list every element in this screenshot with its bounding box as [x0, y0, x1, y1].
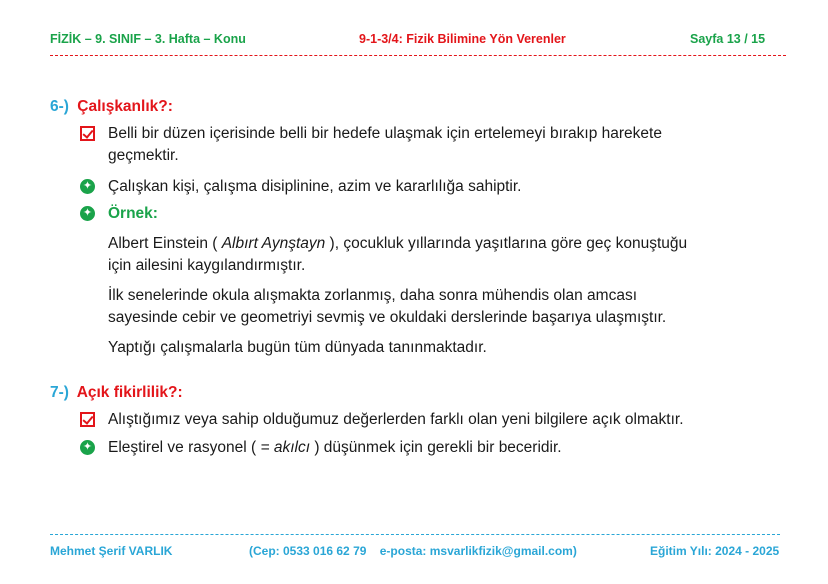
header-topic: 9-1-3/4: Fizik Bilimine Yön Verenler	[359, 32, 566, 46]
item-text: Çalışkan kişi, çalışma disiplinine, azim ve kararlılığa sahiptir.	[108, 178, 522, 195]
section-number: 7-)	[50, 384, 69, 401]
footer-divider	[50, 534, 780, 535]
header-page-number: Sayfa 13 / 15	[690, 32, 766, 46]
header-course: FİZİK – 9. SINIF – 3. Hafta – Konu	[50, 32, 246, 46]
checkbox-icon	[80, 412, 95, 427]
text: Albert Einstein (	[108, 235, 222, 252]
example-label: Örnek:	[108, 205, 158, 222]
star-circle-icon: ✦	[80, 179, 95, 194]
section-6-heading	[50, 98, 173, 116]
section-title: Çalışkanlık?:	[77, 98, 173, 115]
text: ) düşünmek için gerekli bir beceridir.	[310, 439, 562, 456]
example-paragraph-1	[108, 233, 788, 277]
item-text: Alıştığımız veya sahip olduğumuz değerlerden farklı olan yeni bilgilere açık olmaktır.	[108, 411, 684, 428]
item-text-cont: geçmektir.	[108, 147, 179, 164]
checkbox-icon	[80, 126, 95, 141]
text: sayesinde cebir ve geometriyi sevmiş ve okuldaki derslerinde başarıya ulaşmıştır.	[108, 309, 667, 326]
header-divider	[50, 55, 786, 56]
footer-year: Eğitim Yılı: 2024 - 2025	[650, 544, 780, 558]
star-circle-icon: ✦	[80, 206, 95, 221]
text: İlk senelerinde okula alışmakta zorlanmış, daha sonra mühendis olan amcası	[108, 287, 637, 304]
example-paragraph-2	[108, 285, 788, 329]
definition: = akılcı	[260, 439, 311, 456]
section-7-heading	[50, 384, 183, 402]
text: Eleştirel ve rasyonel (	[108, 439, 261, 456]
example-paragraph-3: Yaptığı çalışmalarla bugün tüm dünyada tanınmaktadır.	[108, 339, 487, 356]
star-circle-icon: ✦	[80, 440, 95, 455]
text: için ailesini kaygılandırmıştır.	[108, 257, 306, 274]
pronunciation: Albırt Aynştayn	[221, 235, 326, 252]
section-number: 6-)	[50, 98, 69, 115]
text: ), çocukluk yıllarında yaşıtlarına göre geç konuştuğu	[325, 235, 688, 252]
item-text	[108, 437, 788, 459]
section-title: Açık fikirlilik?:	[76, 384, 183, 401]
footer-author: Mehmet Şerif VARLIK	[50, 544, 173, 558]
footer-contact: (Cep: 0533 016 62 79 e-posta: msvarlikfizik@gmail.com)	[249, 544, 577, 558]
item-text: Belli bir düzen içerisinde belli bir hedefe ulaşmak için ertelemeyi bırakıp harekete	[108, 125, 662, 142]
